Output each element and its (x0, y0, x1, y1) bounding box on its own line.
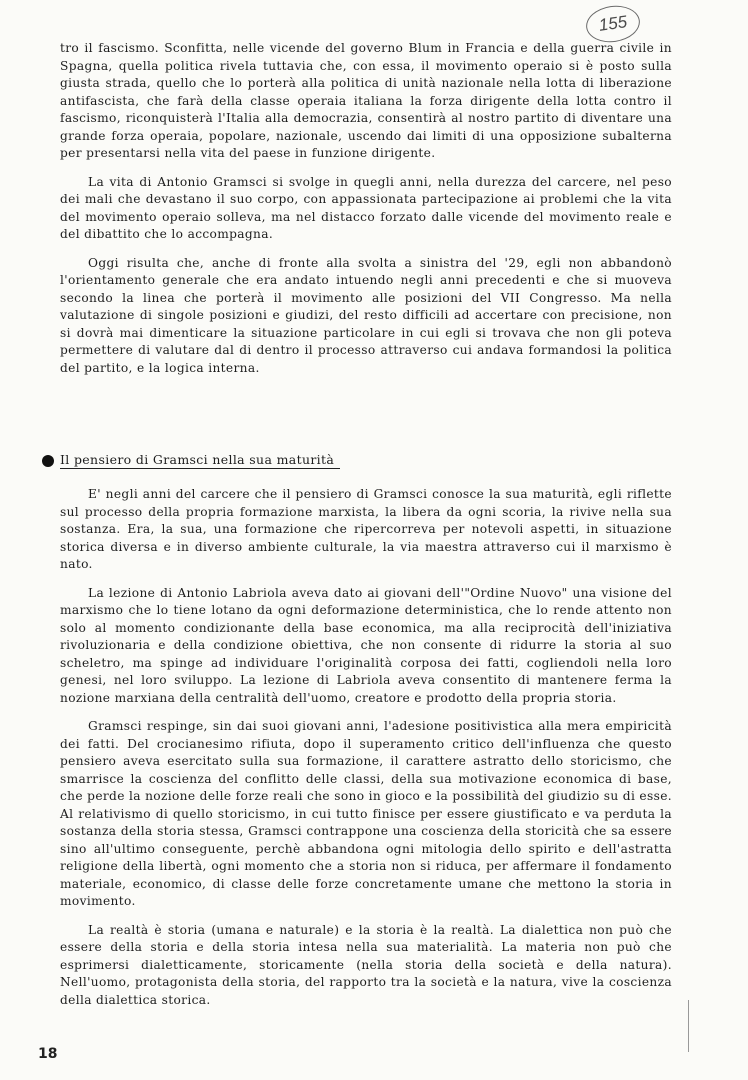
paragraph: La vita di Antonio Gramsci si svolge in quegli anni, nella durezza del carcere, nel peso dei mali che devastano il suo corpo, con appassionata partecipazione ai problemi che la vita del movimento operaio solleva, ma nel distacco forzato dalle vicende del movimento reale e del dibattito che lo accompagna. (60, 174, 672, 241)
paragraph: La realtà è storia (umana e naturale) e la storia è la realtà. La dialettica non può che essere della storia e della storia intesa nella sua materialità. La materia non può che esprimersi dialetticamente, storicamente (nella storia della società e della natura). Nell'uomo, protagonista della storia, del rapporto tra la società e la natura, vive la coscienza della dialettica storica. (60, 922, 672, 1007)
paragraph: E' negli anni del carcere che il pensiero di Gramsci conosce la sua maturità, egli riflette sul processo della propria formazione marxista, la libera da ogni scoria, la rivive nella sua sostanza. Era, la sua, una formazione che ripercorreva per notevoli aspetti, in situazione storica diversa e in diverso ambiente culturale, la via maestra attraverso cui il marxismo è nato. (60, 487, 672, 571)
paragraph: tro il fascismo. Sconfitta, nelle vicende del governo Blum in Francia e della guerra civile in Spagna, quella politica rivela tuttavia che, con essa, il movimento operaio si è posto sulla giusta strada, quello che lo porterà alla politica di unità nazionale nella lotta di liberazione antifascista, che farà della classe operaia italiana la forza dirigente della lotta contro il fascismo, riconquisterà l'Italia alla democrazia, consentirà al nostro partito di diventare una grande forza operaia, popolare, nazionale, uscendo dai limiti di una opposizione subalterna per presentarsi nella vita del paese in funzione dirigente. (60, 41, 672, 160)
paragraph: Oggi risulta che, anche di fronte alla svolta a sinistra del '29, egli non abbandonò l'orientamento generale che era andato intuendo negli anni precedenti e che si muoveva secondo la linea che porterà il movimento alle posizioni del VII Congresso. Ma nella valutazione di singole posizioni e giudizi, del resto difficili ad accertare con precisione, non si dovrà mai dimenticare la situazione particolare in cui egli si trovava che non gli poteva permettere di valutare dal di dentro il processo attraverso cui andava formandosi la politica del partito, e la logica interna. (60, 255, 672, 375)
page-number: 18 (38, 1046, 58, 1062)
archive-stamp: 155 (584, 2, 642, 45)
text-block-intro (60, 40, 672, 388)
bullet-icon (42, 455, 54, 467)
section-heading-text: Il pensiero di Gramsci nella sua maturità (60, 452, 340, 469)
paragraph: La lezione di Antonio Labriola aveva dato ai giovani dell'"Ordine Nuovo" una visione del marxismo che lo tiene lotano da ogni deformazione deterministica, che lo rende attento non solo al momento condizionante della base economica, ma alla reciprocità dell'iniziativa rivoluzionaria e della condizione obiettiva, che non consente di ridurre la storia al suo scheletro, ma spinge ad individuare l'originalità corposa dei fatti, cogliendoli nella loro genesi, nel loro sviluppo. La lezione di Labriola aveva consentito di mantenere ferma la nozione marxiana della centralità dell'uomo, creatore e prodotto della propria storia. (60, 585, 672, 705)
section-heading (42, 452, 340, 469)
paragraph: Gramsci respinge, sin dai suoi giovani anni, l'adesione positivistica alla mera empiricità dei fatti. Del crocianesimo rifiuta, dopo il superamento critico dell'influenza che questo pensiero aveva esercitato sulla sua formazione, il carattere astratto dello storicismo, che smarrisce la coscienza del conflitto delle classi, della sua motivazione economica di base, che perde la nozione delle forze reali che sono in gioco e la possibilità del giudizio su di esse. Al relativismo di quello storicismo, in cui tutto finisce per essere giustificato e va perduta la sostanza della storia stessa, Gramsci contrappone una coscienza della storicità che sa essere sino all'ultimo conseguente, perchè abbandona ogni mitologia dello spirito e dell'astratta religione della libertà, ogni momento che a storia non si riduca, per affermare il fondamento materiale, economico, di classe delle forze concretamente umane che mettono la storia in movimento. (60, 719, 672, 908)
scan-edge-mark (688, 1000, 689, 1052)
text-block-maturity (60, 486, 672, 1020)
